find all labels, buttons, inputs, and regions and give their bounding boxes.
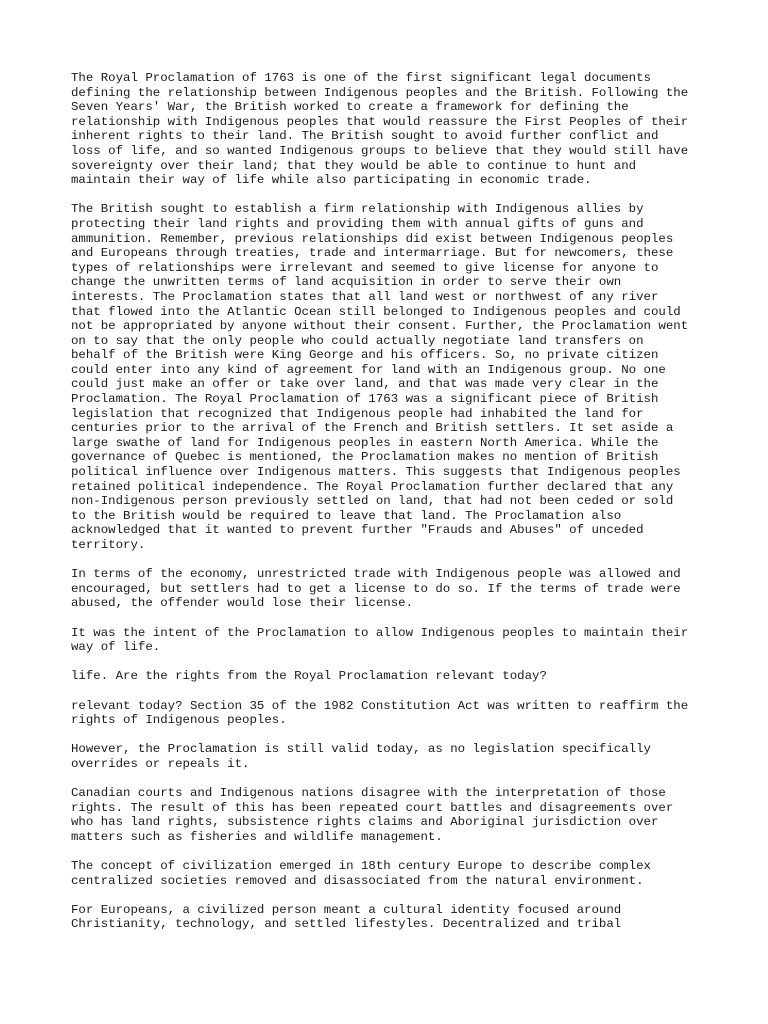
paragraph-civilization-concept: The concept of civilization emerged in 18th century Europe to describe complex centralized societies removed and disassociated from the natural environment. xyxy=(71,859,651,888)
paragraph-relevance-question: life. Are the rights from the Royal Proclamation relevant today? xyxy=(71,669,547,684)
paragraph-british-relationship: The British sought to establish a firm relationship with Indigenous allies by protecting their land rights and providing them with annual gifts of guns and ammunition. Remember, previous relationships did exist between Indigenous peoples and Europeans through treaties, trade and intermarriage. But for newcomers, these types of relationships were irrelevant and seemed to give license for anyone to change the unwritten terms of land acquisition in order to serve their own interests. The Proclamation states that all land west or northwest of any river that flowed into the Atlantic Ocean still belonged to Indigenous peoples and could not be appropriated by anyone without their consent. Further, the Proclamation went on to say that the only people who could actually negotiate land transfers on behalf of the British were King George and his officers. So, no private citizen could enter into any kind of agreement for land with an Indigenous group. No one could just make an offer or take over land, and that was made very clear in the Proclamation. The Royal Proclamation of 1763 was a significant piece of British legislation that recognized that Indigenous people had inhabited the land for centuries prior to the arrival of the French and British settlers. It set aside a large swathe of land for Indigenous peoples in eastern North America. While the governance of Quebec is mentioned, the Proclamation makes no mention of British political influence over Indigenous matters. This suggests that Indigenous peoples retained political independence. The Royal Proclamation further declared that any non-Indigenous person previously settled on land, that had not been ceded or sold to the British would be required to leave that land. The Proclamation also acknowledged that it wanted to prevent further "Frauds and Abuses" of unceded territory. xyxy=(71,202,689,552)
paragraph-intent: It was the intent of the Proclamation to allow Indigenous peoples to maintain their way of life. xyxy=(71,625,689,655)
paragraph-section-35: relevant today? Section 35 of the 1982 Constitution Act was written to reaffirm the rights of Indigenous peoples. xyxy=(71,698,689,728)
paragraph-economy-trade: In terms of the economy, unrestricted trade with Indigenous people was allowed and encouraged, but settlers had to get a license to do so. If the terms of trade were abused, the offender would lose their license. xyxy=(71,567,681,611)
document-page xyxy=(71,71,711,947)
paragraph-still-valid: However, the Proclamation is still valid today, as no legislation specifically overrides or repeals it. xyxy=(71,742,651,771)
paragraph-european-view: For Europeans, a civilized person meant a cultural identity focused around Christianity, technology, and settled lifestyles. Decentralized and tribal xyxy=(71,902,622,932)
paragraph-royal-proclamation-intro: The Royal Proclamation of 1763 is one of the first significant legal documents defining the relationship between Indigenous peoples and the British. Following the Seven Years' War, the British worked to create a framework for defining the relationship with Indigenous peoples that would reassure the First Peoples of their inherent rights to their land. The British sought to avoid further conflict and loss of life, and so wanted Indigenous groups to believe that they would still have sovereignty over their land; that they would be able to continue to hunt and maintain their way of life while also participating in economic trade. xyxy=(71,71,689,188)
paragraph-courts-disagree: Canadian courts and Indigenous nations disagree with the interpretation of those rights. The result of this has been repeated court battles and disagreements over who has land rights, subsistence rights claims and Aboriginal jurisdiction over matters such as fisheries and wildlife management. xyxy=(71,786,674,844)
